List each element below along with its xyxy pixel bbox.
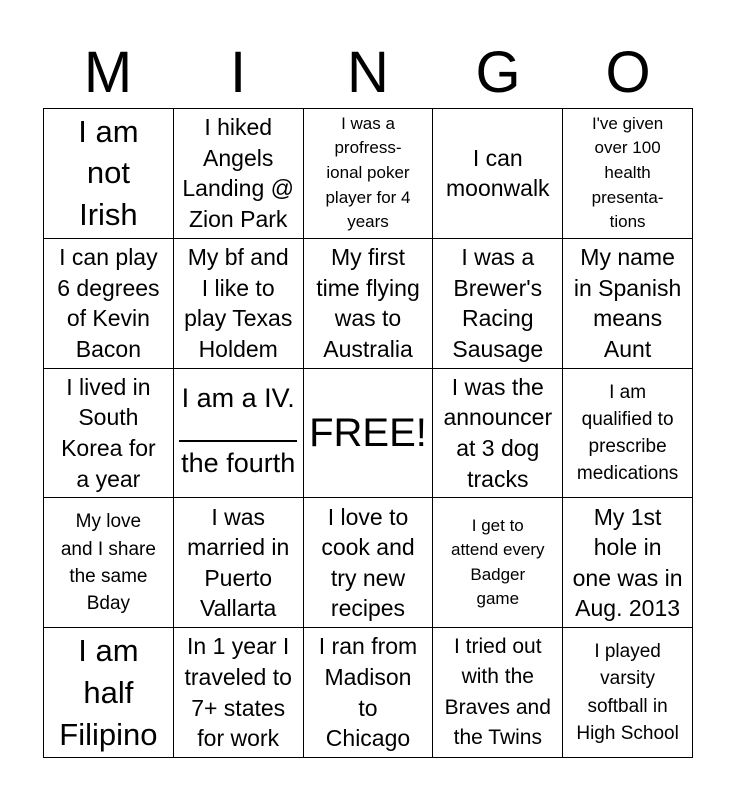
bingo-cell-r3-c1[interactable] [174,498,304,628]
cell-text: I hiked Angels Landing @ Zion Park [182,114,294,232]
bingo-cell-r4-c4[interactable] [563,628,693,758]
cell-text: I've given over 100 health presenta- tions [591,113,664,232]
header-letter-i: I [229,40,247,105]
cell-text: My love and I share the same Bday [60,511,156,614]
cell-text: I can moonwalk [446,144,550,202]
cell-text: I am not Irish [78,113,139,233]
cell-text: I am half Filipino [59,632,158,752]
cell-text: My first time flying was to Australia [316,244,420,362]
bingo-cell-r3-c0[interactable] [44,498,174,628]
bingo-cell-r4-c1[interactable] [174,628,304,758]
cell-text: My 1st hole in one was in Aug. 2013 [572,503,683,622]
bingo-grid [43,108,693,758]
cell-text: I am qualified to prescribe medications [576,381,679,485]
bingo-cell-r1-c3[interactable] [433,239,563,369]
bingo-cell-r3-c4[interactable] [563,498,693,628]
bingo-cell-r4-c3[interactable] [433,628,563,758]
cell-text: I am a IV. [181,382,295,413]
cell-text: I can play 6 degrees of Kevin Bacon [57,244,160,362]
bingo-cell-r2-c3[interactable] [433,369,563,499]
cell-text: I tried out with the Braves and the Twins [444,634,551,750]
cell-text: My name in Spanish means Aunt [573,244,682,362]
cell-text: I ran from Madison to Chicago [318,633,418,752]
bingo-cell-r2-c1[interactable] [174,369,304,499]
bingo-cell-r3-c2[interactable] [304,498,434,628]
cell-text: I get to attend every Badger game [451,515,545,609]
cell-text: I lived in South Korea for a year [61,373,156,492]
header-letter-m: M [83,40,133,105]
bingo-cell-r1-c1[interactable] [174,239,304,369]
bingo-cell-r0-c0[interactable] [44,109,174,239]
cell-text: I was the announcer at 3 dog tracks [443,373,553,492]
bingo-cell-r0-c3[interactable] [433,109,563,239]
bingo-cell-r2-c0[interactable] [44,369,174,499]
cell-text: I was a profress- ional poker player for 4 years [325,113,411,232]
cell-text: In 1 year I traveled to 7+ states for work [184,633,292,752]
bingo-cell-r4-c0[interactable] [44,628,174,758]
header-letter-n: N [347,40,389,105]
bingo-cell-r0-c4[interactable] [563,109,693,239]
cell-text: I was married in Puerto Vallarta [187,503,290,622]
free-label: FREE! [309,410,427,455]
bingo-cell-r3-c3[interactable] [433,498,563,628]
bingo-cell-r0-c2[interactable] [304,109,434,239]
header-letter-o: O [605,40,651,105]
blank-line [179,440,297,442]
cell-text-secondary: the fourth [181,447,296,478]
free-space[interactable] [304,369,434,499]
bingo-cell-r1-c0[interactable] [44,239,174,369]
bingo-cell-r4-c2[interactable] [304,628,434,758]
cell-text: I was a Brewer's Racing Sausage [452,244,544,362]
cell-text: I played varsity softball in High School [576,641,679,744]
bingo-header [43,38,693,108]
cell-text: My bf and I like to play Texas Holdem [184,244,293,362]
bingo-cell-r1-c2[interactable] [304,239,434,369]
bingo-cell-r0-c1[interactable] [174,109,304,239]
cell-text: I love to cook and try new recipes [321,503,415,622]
header-letter-g: G [475,40,521,105]
bingo-cell-r2-c4[interactable] [563,369,693,499]
bingo-cell-r1-c4[interactable] [563,239,693,369]
